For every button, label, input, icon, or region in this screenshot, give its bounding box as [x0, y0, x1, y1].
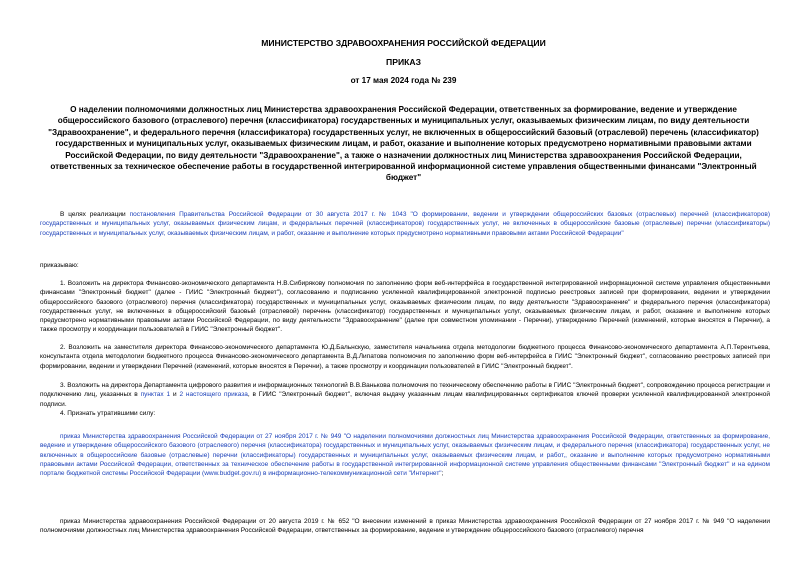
- order-949-tail: ;: [441, 470, 444, 478]
- item-3-text-a: 3. Возложить на директора Департамента цифрового развития и информационных технологий В.В.Ванькова полномочия по техническому обеспечению работы в ГИИС "Электронный бюджет", сопровождению процесса регистрации и подключению лиц, указанных в: [40, 382, 770, 399]
- document-title: О наделении полномочиями должностных лиц Министерства здравоохранения Российской Федерации, ответственных за формирование, ведение и утверждение общероссийского базового (отраслевого) перечня (классификатора) государственных и муниципальных услуг, оказываемых физическим лицам, по виду деятельности "Здравоохранение", и федерального перечня (классификатора) государственных услуг, не включенных в общероссийский базовый (отраслевой) перечень (классификатор) государственных и муниципальных услуг, оказываемых физическим лицам, и работ, оказание и выполнение которых предусмотрено нормативными правовыми актами Российской Федерации, по виду деятельности "Здравоохранение", а также о назначении должностных лиц Министерства здравоохранения Российской Федерации, ответственных за техническое обеспечение работы в государственной интегрированной информационной системе управления общественными финансами "Электронный бюджет": [48, 105, 759, 183]
- ministry-heading: МИНИСТЕРСТВО ЗДРАВООХРАНЕНИЯ РОССИЙСКОЙ ФЕДЕРАЦИИ: [261, 38, 546, 48]
- doc-type-heading: ПРИКАЗ: [386, 57, 421, 67]
- item-4-paragraph: 4. Признать утратившими силу:: [60, 410, 156, 417]
- item-3-paragraph: [40, 381, 770, 409]
- preamble-paragraph: [40, 210, 770, 238]
- points-1-link[interactable]: пунктах 1: [140, 391, 171, 399]
- item-2-paragraph: 2. Возложить на заместителя директора Финансово-экономического департамента Ю.Д.Бальнскую, заместителя начальника отдела методологии бюджетного процесса Финансово-экономического департамента А.П.Терентьева, консультанта отдела методологии бюджетного процесса Финансово-экономического департамента В.Д.Липатова полномочия по заполнению форм веб-интерфейса в ГИИС "Электронный бюджет", согласованию реестровых записей при формировании, ведении и утверждении Перечней (изменений, которые вносятся в Перечни), а также просмотру и координации пользователей в ГИИС "Электронный бюджет".: [40, 344, 770, 370]
- order-949-link[interactable]: приказ Министерства здравоохранения Российской Федерации от 27 ноября 2017 г. № 949 "О наделении полномочиями должностных лиц Министерства здравоохранения Российской Федерации, ответственных за формирование, ведение и утверждение общероссийского базового (отраслевого) перечня (классификатора) государственных и муниципальных услуг, оказываемых физическим лицам, и федерального перечня (классификатора) государственных услуг, не включенных в общероссийские базовые (отраслевые) перечни (классификаторы) государственных и муниципальных услуг, оказываемых физическим лицам, и работ,, оказание и выполнение которых предусмотрено нормативными правовыми актами Российской Федерации, ответственных за техническое обеспечение работы в государственной интегрированной информационной системе управления общественными финансами "Электронный бюджет" и на едином портале бюджетной системы Российской Федерации (www.budget.gov.ru) в информационно-телекоммуникационной сети "Интернет": [40, 433, 770, 478]
- order-word: приказываю:: [40, 262, 79, 269]
- repealed-order-652-paragraph: приказ Министерства здравоохранения Российской Федерации от 20 августа 2019 г. № 652 "О внесении изменений в приказ Министерства здравоохранения Российской Федерации от 27 ноября 2017 г. № 949 "О наделении полномочиями должностных лиц Министерства здравоохранения Российской Федерации, ответственных за формирование, ведение и утверждение общероссийского базового (отраслевого) перечня: [40, 518, 770, 535]
- item-3-text-b: и: [170, 391, 180, 399]
- date-number-heading: от 17 мая 2024 года № 239: [350, 76, 457, 85]
- item-3-text-c: , в ГИИС "Электронный бюджет", включая выдачу указанным лицам квалифицированных сертификатов ключей проверки усиленной квалифицированной электронной подписи.: [40, 391, 771, 408]
- point-2-link[interactable]: 2 настоящего приказа: [179, 391, 248, 399]
- preamble-intro: В целях реализации: [60, 211, 130, 218]
- repealed-order-949-paragraph: [40, 432, 770, 478]
- item-1-paragraph: 1. Возложить на директора Финансово-экономического департамента Н.В.Сибирякову полномочия по заполнению форм веб-интерфейса в государственной интегрированной информационной системе управления общественными финансами "Электронный бюджет" (далее - ГИИС "Электронный бюджет"), согласованию и подписанию усиленной квалифицированной электронной подписью реестровых записей при формировании, ведении и утверждении общероссийского базового (отраслевого) перечня (классификатора) государственных и муниципальных услуг, оказываемых физическим лицам, по виду деятельности "Здравоохранение" и федерального перечня (классификатора) государственных услуг, не включенных в общероссийский базовый (отраслевой) перечень (классификатор) государственных и муниципальных услуг, оказываемых физическим лицам, и работ, оказание и выполнение которых предусмотрено нормативными правовыми актами Российской Федерации, по виду деятельности "Здравоохранение" (далее при совместном упоминании - Перечни), утверждению Перечней (изменений, которые вносятся в Перечни), а также просмотру и координации пользователей в ГИИС "Электронный бюджет".: [40, 280, 770, 334]
- resolution-1043-link[interactable]: постановления Правительства Российской Федерации от 30 августа 2017 г. № 1043 "О формировании, ведении и утверждении общероссийских базовых (отраслевых) перечней (классификаторов) государственных и муниципальных услуг, оказываемых физическим лицам, и федеральных перечней (классификаторов) государственных услуг, не включенных в общероссийские базовые (отраслевые) перечни (классификаторы) государственных и муниципальных услуг, оказываемых физическим лицам, и работ, оказание и выполнение которых предусмотрено нормативными правовыми актами Российской Федерации": [40, 211, 770, 237]
